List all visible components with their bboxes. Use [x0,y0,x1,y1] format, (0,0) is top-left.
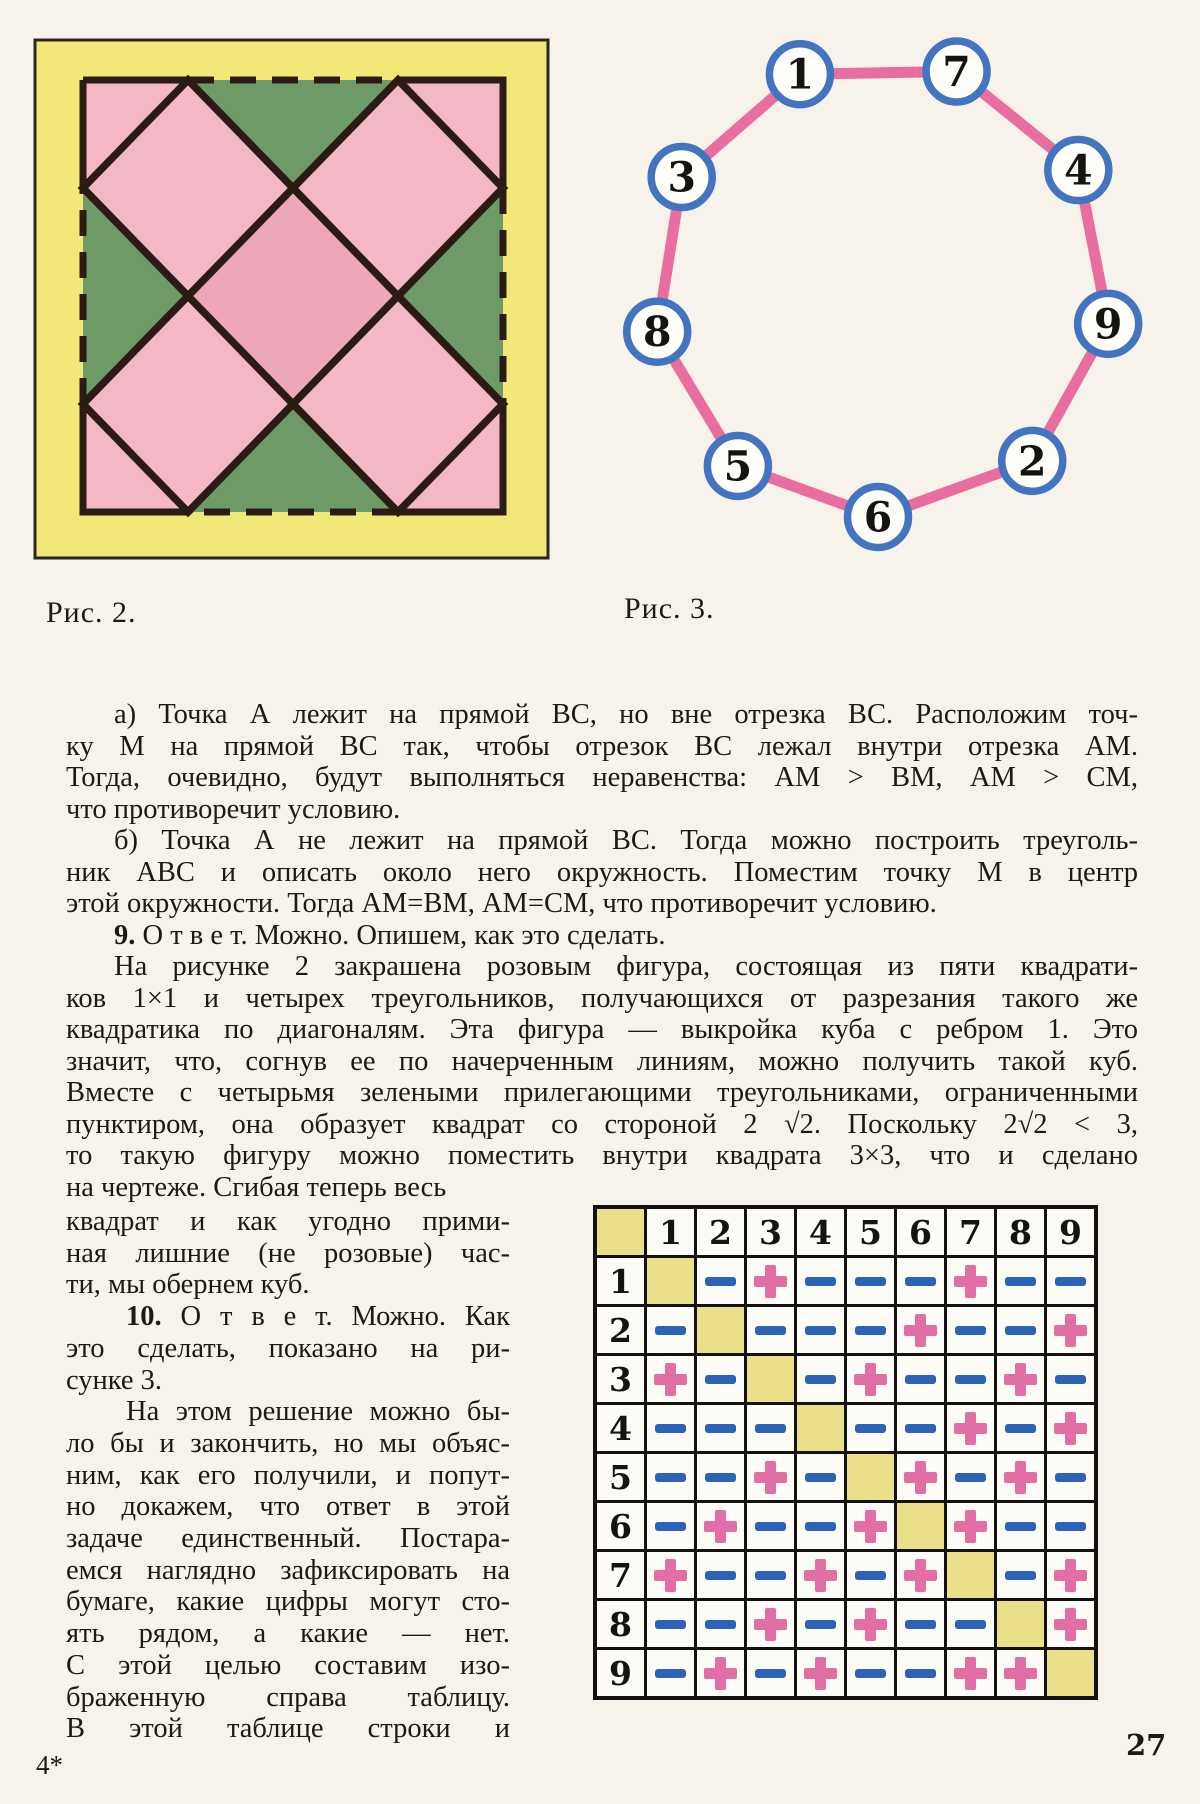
minus-cell [896,1600,946,1649]
plus-icon [1004,1363,1037,1396]
minus-cell [846,1306,896,1355]
number-node-2 [1002,430,1063,491]
minus-icon [805,1375,836,1384]
minus-cell [946,1600,996,1649]
plus-cell [896,1453,946,1502]
plus-icon [804,1657,837,1690]
minus-icon [855,1326,886,1335]
column-header: 6 [896,1207,946,1257]
minus-icon [755,1522,786,1531]
minus-icon [705,1473,736,1482]
plus-icon [854,1510,887,1543]
minus-cell [946,1453,996,1502]
minus-cell [746,1306,796,1355]
figure-2-cube-net [30,32,555,562]
minus-icon [905,1620,936,1629]
minus-icon [855,1424,886,1433]
minus-cell [846,1551,896,1600]
minus-icon [805,1277,836,1286]
minus-cell [746,1404,796,1453]
column-header: 7 [946,1207,996,1257]
plus-icon [854,1608,887,1641]
minus-cell [1046,1502,1097,1551]
plus-cell [946,1649,996,1699]
row-header: 2 [595,1306,646,1355]
minus-cell [796,1306,846,1355]
plus-icon [954,1657,987,1690]
plus-icon [1054,1559,1087,1592]
number-node-3 [651,146,712,207]
minus-icon [755,1424,786,1433]
minus-cell [996,1257,1046,1306]
diagonal-cell [746,1355,796,1404]
minus-cell [696,1404,746,1453]
plus-cell [996,1355,1046,1404]
number-node-4 [1048,140,1109,201]
column-header: 5 [846,1207,896,1257]
minus-cell [796,1355,846,1404]
plus-cell [1046,1404,1097,1453]
minus-icon [755,1669,786,1678]
diagonal-cell [996,1600,1046,1649]
plus-cell [796,1551,846,1600]
text-line: ять рядом, а какие — нет. [66,1618,510,1650]
signature-mark: 4* [36,1750,63,1780]
minus-icon [1005,1424,1036,1433]
text-line: сунке 3. [66,1364,163,1396]
minus-icon [1055,1473,1086,1482]
minus-cell [696,1600,746,1649]
text-line: но докажем, что ответ в этой [66,1491,510,1523]
text-line: ку М на прямой ВС так, чтобы отрезок ВС лежал внутри отрезка АМ. [66,730,1138,762]
number-node-9 [1078,293,1139,354]
plus-cell [796,1649,846,1699]
minus-cell [796,1502,846,1551]
column-header: 3 [746,1207,796,1257]
adjacency-table [593,1205,1098,1700]
minus-icon [905,1277,936,1286]
number-node-8 [627,301,688,362]
text-line: бумаге, какие цифры могут сто- [66,1586,510,1618]
plus-icon [954,1412,987,1445]
text-line: на чертеже. Сгибая теперь весь [66,1171,447,1203]
text-line: это сделать, показано на ри- [66,1332,510,1364]
plus-icon [904,1559,937,1592]
plus-icon [954,1510,987,1543]
text-line: браженную справа таблицу. [66,1681,510,1713]
text-line: задаче единственный. Постара- [66,1523,510,1555]
minus-icon [1005,1326,1036,1335]
plus-cell [846,1502,896,1551]
plus-cell [946,1257,996,1306]
plus-cell [996,1649,1046,1699]
node-label: 8 [642,308,672,357]
minus-cell [996,1404,1046,1453]
diagonal-cell [646,1257,696,1306]
minus-cell [746,1649,796,1699]
minus-cell [796,1453,846,1502]
plus-cell [946,1404,996,1453]
minus-icon [655,1473,686,1482]
minus-cell [1046,1355,1097,1404]
diagonal-cell [946,1551,996,1600]
plus-icon [1004,1461,1037,1494]
main-text [66,699,1138,1203]
plus-icon [754,1461,787,1494]
plus-cell [746,1257,796,1306]
plus-icon [854,1363,887,1396]
number-node-1 [769,44,830,105]
minus-cell [1046,1453,1097,1502]
minus-icon [655,1522,686,1531]
plus-cell [896,1551,946,1600]
text-line: емся наглядно зафиксировать на [66,1554,510,1586]
diagonal-cell [1046,1649,1097,1699]
text-line: ти, мы обернем куб. [66,1269,310,1301]
text-line: ная лишние (не розовые) час- [66,1237,510,1269]
plus-cell [696,1502,746,1551]
minus-cell [1046,1257,1097,1306]
minus-cell [696,1551,746,1600]
text-line: пунктиром, она образует квадрат со стороной 2 √2. Поскольку 2√2 < 3, [66,1108,1138,1140]
minus-icon [705,1375,736,1384]
text-line: квадратика по диагоналям. Эта фигура — выкройка куба с ребром 1. Это [66,1014,1138,1045]
minus-icon [805,1620,836,1629]
plus-icon [954,1265,987,1298]
plus-cell [846,1600,896,1649]
node-label: 2 [1017,437,1047,486]
plus-cell [1046,1306,1097,1355]
minus-icon [955,1620,986,1629]
node-label: 1 [785,50,815,99]
minus-cell [946,1355,996,1404]
minus-cell [896,1257,946,1306]
minus-cell [896,1355,946,1404]
text-line: а) Точка А лежит на прямой ВС, но вне отрезка ВС. Расположим точ- [114,699,1138,730]
minus-icon [1055,1375,1086,1384]
number-node-6 [848,486,909,547]
text-line: этой окружности. Тогда АМ=ВМ, АМ=СМ, что противоречит условию. [66,888,937,919]
text-line: ло бы и закончить, но мы объяс- [66,1427,510,1459]
minus-cell [996,1551,1046,1600]
minus-icon [705,1277,736,1286]
minus-icon [1055,1522,1086,1531]
minus-icon [1005,1522,1036,1531]
text-line: ков 1×1 и четырех треугольников, получающихся от разрезания такого же [66,982,1138,1014]
node-label: 5 [723,442,753,491]
text-line: ник АВС и описать около него окружность. Поместим точку М в центр [66,856,1138,888]
diagonal-cell [796,1404,846,1453]
plus-cell [896,1306,946,1355]
node-label: 7 [942,47,971,96]
row-header: 4 [595,1404,646,1453]
plus-cell [696,1649,746,1699]
text-line: 10. О т в е т. Можно. Как [126,1301,511,1333]
minus-icon [1055,1277,1086,1286]
table-corner-cell [595,1207,646,1257]
plus-icon [704,1510,737,1543]
minus-icon [655,1326,686,1335]
minus-icon [755,1326,786,1335]
row-header: 7 [595,1551,646,1600]
plus-icon [1054,1314,1087,1347]
minus-cell [846,1257,896,1306]
plus-icon [704,1657,737,1690]
text-line: С этой целью составим изо- [66,1649,510,1681]
text-line: то такую фигуру можно поместить внутри квадрата 3×3, что и сделано [66,1140,1138,1171]
plus-icon [904,1314,937,1347]
minus-cell [946,1306,996,1355]
minus-cell [646,1600,696,1649]
plus-cell [646,1551,696,1600]
text-line: На этом решение можно бы- [126,1396,510,1428]
left-column-text [66,1206,510,1745]
plus-cell [1046,1600,1097,1649]
minus-cell [696,1257,746,1306]
plus-cell [1046,1551,1097,1600]
plus-cell [846,1355,896,1404]
minus-cell [996,1306,1046,1355]
figure-2-caption: Рис. 2. [46,596,137,629]
minus-icon [855,1669,886,1678]
minus-cell [896,1649,946,1699]
number-node-7 [926,41,987,102]
minus-icon [805,1326,836,1335]
plus-icon [1054,1608,1087,1641]
minus-icon [705,1620,736,1629]
text-line: 9. О т в е т. Можно. Опишем, как это сделать. [114,919,666,951]
minus-icon [855,1571,886,1580]
column-header: 4 [796,1207,846,1257]
plus-icon [904,1461,937,1494]
minus-icon [805,1473,836,1482]
minus-icon [755,1571,786,1580]
plus-icon [754,1265,787,1298]
plus-icon [654,1559,687,1592]
plus-icon [1054,1412,1087,1445]
minus-cell [646,1404,696,1453]
minus-cell [696,1453,746,1502]
plus-icon [1004,1657,1037,1690]
row-header: 8 [595,1600,646,1649]
minus-icon [705,1424,736,1433]
minus-cell [646,1453,696,1502]
node-label: 4 [1064,146,1093,195]
figure-3-number-circle [555,18,1180,563]
minus-cell [746,1502,796,1551]
minus-icon [955,1473,986,1482]
row-header: 5 [595,1453,646,1502]
minus-icon [705,1571,736,1580]
plus-icon [804,1559,837,1592]
minus-icon [1005,1277,1036,1286]
plus-icon [654,1363,687,1396]
minus-cell [846,1404,896,1453]
text-line: Вместе с четырьмя зелеными прилегающими треугольниками, ограниченными [66,1077,1138,1108]
diagonal-cell [896,1502,946,1551]
minus-icon [855,1277,886,1286]
minus-icon [805,1522,836,1531]
text-line: В этой таблице строки и [66,1713,510,1745]
minus-cell [646,1502,696,1551]
row-header: 9 [595,1649,646,1699]
minus-cell [996,1502,1046,1551]
column-header: 8 [996,1207,1046,1257]
text-line: квадрат и как угодно прими- [66,1206,510,1237]
minus-cell [696,1355,746,1404]
plus-icon [754,1608,787,1641]
node-label: 9 [1093,300,1123,349]
diagonal-cell [696,1306,746,1355]
column-header: 1 [646,1207,696,1257]
number-node-5 [707,435,768,496]
minus-cell [896,1404,946,1453]
minus-icon [905,1669,936,1678]
minus-cell [646,1649,696,1699]
minus-icon [955,1326,986,1335]
minus-cell [796,1257,846,1306]
text-line: б) Точка А не лежит на прямой ВС. Тогда можно построить треуголь- [114,825,1138,856]
page-number: 27 [1126,1728,1167,1762]
text-line: На рисунке 2 закрашена розовым фигура, состоящая из пяти квадрати- [114,951,1138,982]
text-line: значит, что, согнув ее по начерченным линиям, можно получить такой куб. [66,1045,1138,1077]
column-header: 2 [696,1207,746,1257]
figure-3-caption: Рис. 3. [624,592,715,625]
plus-cell [746,1600,796,1649]
minus-icon [905,1375,936,1384]
minus-cell [846,1649,896,1699]
column-header: 9 [1046,1207,1097,1257]
plus-cell [996,1453,1046,1502]
row-header: 6 [595,1502,646,1551]
minus-icon [655,1620,686,1629]
node-label: 6 [863,493,893,542]
row-header: 3 [595,1355,646,1404]
node-label: 3 [667,153,696,202]
diagonal-cell [846,1453,896,1502]
minus-icon [655,1669,686,1678]
minus-cell [646,1306,696,1355]
plus-cell [746,1453,796,1502]
minus-icon [655,1424,686,1433]
text-line: ним, как его получили, и попут- [66,1459,510,1491]
row-header: 1 [595,1257,646,1306]
minus-cell [746,1551,796,1600]
minus-icon [955,1375,986,1384]
minus-icon [1005,1571,1036,1580]
plus-cell [646,1355,696,1404]
minus-icon [905,1424,936,1433]
plus-cell [946,1502,996,1551]
text-line: Тогда, очевидно, будут выполняться неравенства: АМ > ВМ, АМ > СМ, [66,762,1138,793]
minus-cell [796,1600,846,1649]
text-line: что противоречит условию. [66,793,401,825]
